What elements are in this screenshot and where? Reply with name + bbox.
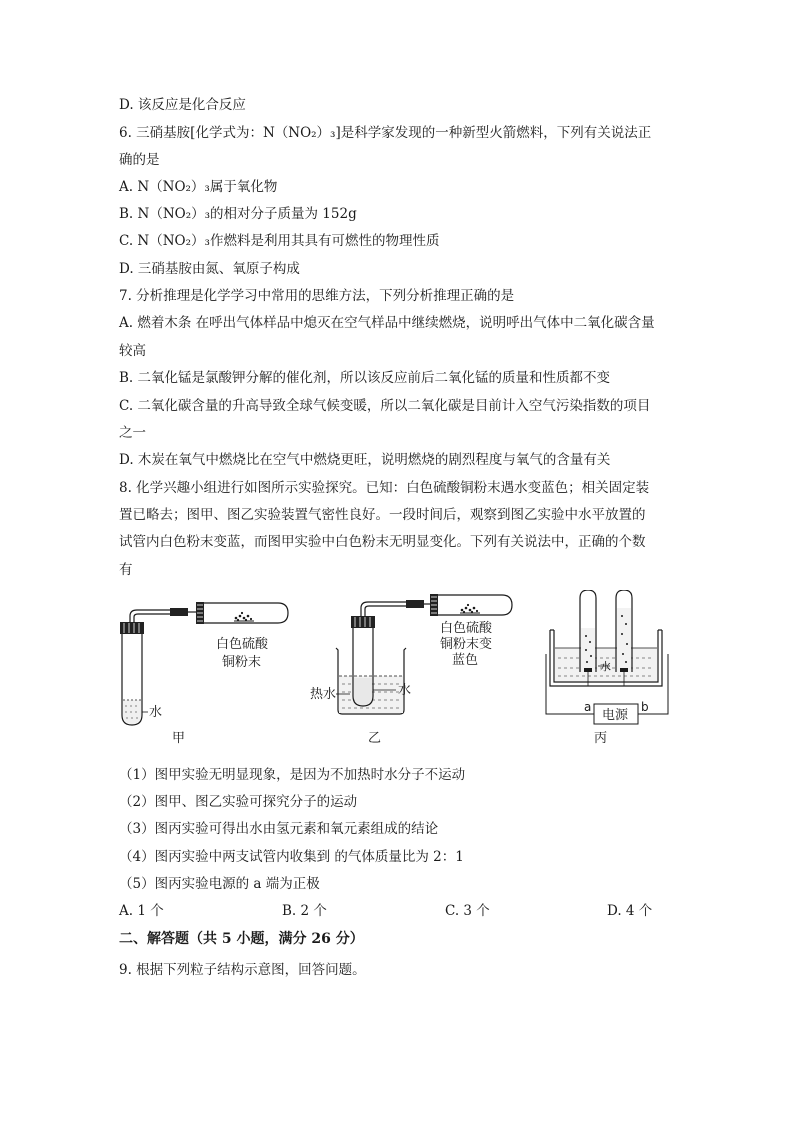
q6-option-a: A. N（NO₂）₃属于氧化物 [119, 179, 278, 195]
yi-hot-water-label: 热水 [310, 687, 337, 702]
jia-water-label: 水 [149, 705, 163, 720]
bing-right-electrode [620, 668, 628, 672]
section-two-heading: 二、解答题（共 5 小题，满分 26 分） [119, 931, 364, 947]
figure-bing [546, 590, 668, 746]
jia-stopper [120, 622, 144, 634]
jia-connecting-tube [130, 610, 170, 622]
bing-power-label: 电源 [602, 708, 629, 723]
q6-option-b: B. N（NO₂）₃的相对分子质量为 152g [119, 206, 357, 222]
figure-jia [120, 602, 288, 746]
yi-powder-label-2: 铜粉末变 [440, 637, 493, 652]
jia-caption: 甲 [172, 731, 186, 746]
jia-powder-label-1: 白色硫酸 [216, 637, 269, 652]
q6-option-c: C. N（NO₂）₃作燃料是利用其具有可燃性的物理性质 [119, 233, 440, 249]
bing-terminal-a: a [584, 700, 592, 714]
bing-left-electrode [584, 668, 592, 672]
q7-option-c-line-1: C. 二氧化碳含量的升高导致全球气候变暖，所以二氧化碳是目前计入空气污染指数的项目 [119, 398, 651, 414]
yi-powder [460, 604, 480, 613]
q7-option-a-line-2: 较高 [119, 343, 146, 359]
figure-yi [310, 594, 512, 746]
bing-caption: 丙 [594, 731, 608, 746]
q8-stem-line-2: 置已略去；图甲、图乙实验装置气密性良好。一段时间后，观察到图乙实验中水平放置的 [119, 507, 646, 523]
q7-option-c-line-2: 之一 [119, 425, 146, 441]
q8-option-c: C. 3 个 [445, 903, 490, 919]
q8-experiment-figure [110, 590, 680, 750]
q8-statement-4: （4）图丙实验中两支试管内收集到 的气体质量比为 2：1 [119, 849, 464, 865]
q7-stem: 7. 分析推理是化学学习中常用的思维方法，下列分析推理正确的是 [119, 288, 515, 304]
q7-option-a-line-1: A. 燃着木条 在呼出气体样品中熄灭在空气样品中继续燃烧，说明呼出气体中二氧化碳含量 [119, 315, 655, 331]
yi-connecting-tube [361, 602, 406, 616]
q7-option-d: D. 木炭在氧气中燃烧比在空气中燃烧更旺，说明燃烧的剧烈程度与氧气的含量有关 [119, 452, 611, 468]
q8-statement-5: （5）图丙实验电源的 a 端为正极 [119, 876, 320, 892]
jia-powder [234, 612, 254, 621]
yi-horizontal-tube [438, 595, 512, 615]
q8-option-a: A. 1 个 [119, 903, 164, 919]
yi-powder-label-1: 白色硫酸 [440, 621, 493, 636]
yi-powder-label-3: 蓝色 [452, 653, 479, 668]
q8-statement-1: （1）图甲实验无明显现象，是因为不加热时水分子不运动 [119, 767, 466, 783]
q8-option-d: D. 4 个 [607, 903, 653, 919]
q8-option-b: B. 2 个 [282, 903, 327, 919]
q8-statement-3: （3）图丙实验可得出水由氢元素和氧元素组成的结论 [119, 821, 439, 837]
bing-water-label: 水 [600, 660, 611, 673]
q7-option-b: B. 二氧化锰是氯酸钾分解的催化剂，所以该反应前后二氧化锰的质量和性质都不变 [119, 370, 611, 386]
q8-stem-line-4: 有 [119, 562, 133, 578]
q8-stem-line-1: 8. 化学兴趣小组进行如图所示实验探究。已知：白色硫酸铜粉末遇水变蓝色；相关固定装 [119, 480, 650, 496]
q8-statement-2: （2）图甲、图乙实验可探究分子的运动 [119, 794, 358, 810]
q6-stem-line-2: 确的是 [119, 152, 160, 168]
bing-terminal-b: b [641, 700, 649, 714]
jia-powder-label-2: 铜粉末 [222, 655, 262, 670]
q5-option-d: D. 该反应是化合反应 [119, 97, 246, 113]
q8-stem-line-3: 试管内白色粉末变蓝，而图甲实验中白色粉末无明显变化。下列有关说法中，正确的个数 [119, 534, 646, 550]
q9-stem: 9. 根据下列粒子结构示意图，回答问题。 [119, 962, 366, 978]
yi-caption: 乙 [368, 731, 382, 746]
yi-water-label: 水 [398, 683, 412, 698]
q6-stem-line-1: 6. 三硝基胺[化学式为：N（NO₂）₃]是科学家发现的一种新型火箭燃料，下列有关说法正 [119, 125, 652, 141]
q6-option-d: D. 三硝基胺由氮、氧原子构成 [119, 261, 300, 277]
